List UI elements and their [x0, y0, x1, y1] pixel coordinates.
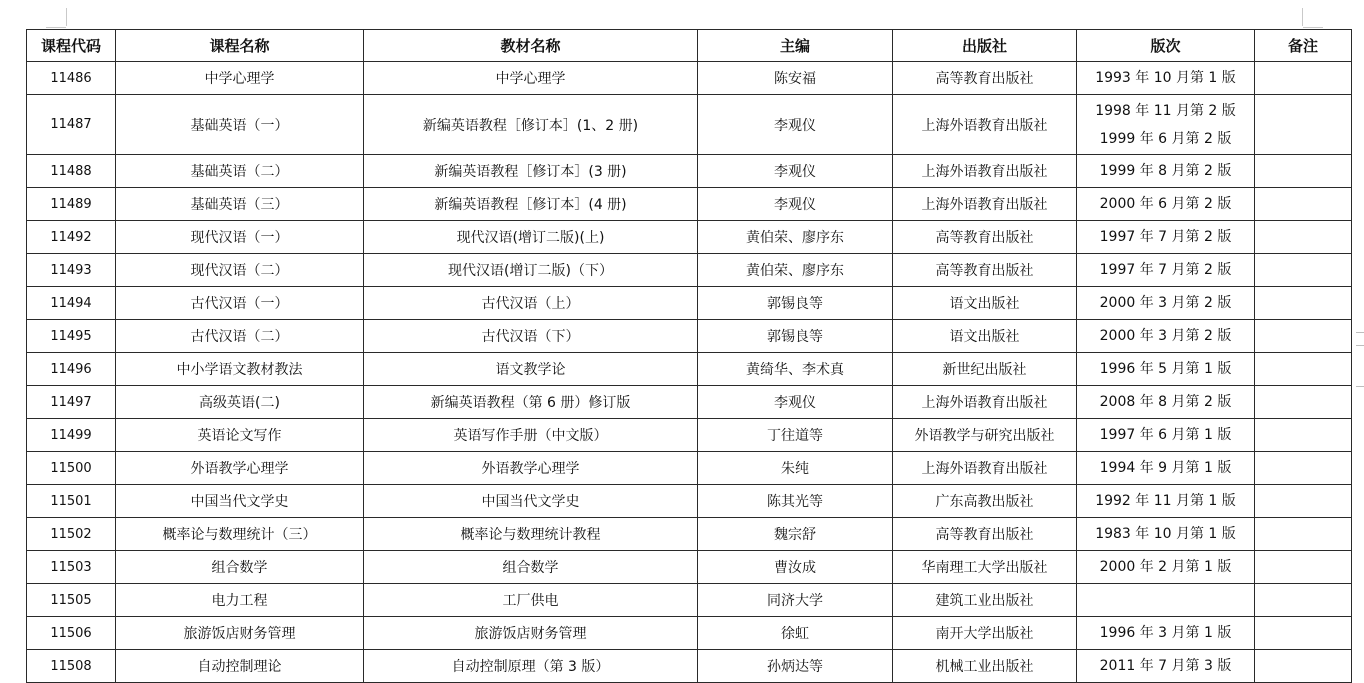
course-name-cell: 外语教学心理学	[116, 452, 364, 485]
header-editor: 主编	[698, 30, 893, 62]
course-name-cell: 古代汉语（一）	[116, 287, 364, 320]
edition-line: 1996 年 3 月第 1 版	[1099, 625, 1232, 641]
editor-cell: 徐虹	[698, 617, 893, 650]
note-cell	[1255, 62, 1352, 95]
edition-cell	[1077, 584, 1255, 617]
editor-cell: 李观仪	[698, 95, 893, 155]
edition-line: 1998 年 11 月第 2 版	[1095, 102, 1236, 119]
edition-line: 1983 年 10 月第 1 版	[1095, 526, 1236, 542]
course-code-cell: 11506	[27, 617, 116, 650]
textbook-name-cell: 自动控制原理（第 3 版）	[364, 650, 698, 683]
edition-cell	[1077, 155, 1255, 188]
edition-cell	[1077, 320, 1255, 353]
header-publisher: 出版社	[893, 30, 1077, 62]
course-code-cell: 11497	[27, 386, 116, 419]
table-row	[27, 551, 1352, 584]
course-name-cell: 自动控制理论	[116, 650, 364, 683]
table-header-row	[27, 30, 1352, 62]
publisher-cell: 语文出版社	[893, 320, 1077, 353]
table-row	[27, 320, 1352, 353]
textbook-name-cell: 新编英语教程［修订本］(3 册)	[364, 155, 698, 188]
editor-cell: 李观仪	[698, 386, 893, 419]
course-name-cell: 旅游饭店财务管理	[116, 617, 364, 650]
edition-cell	[1077, 287, 1255, 320]
textbook-name-cell: 英语写作手册（中文版）	[364, 419, 698, 452]
crop-mark-right-vertical	[1302, 8, 1303, 26]
publisher-cell: 上海外语教育出版社	[893, 386, 1077, 419]
note-cell	[1255, 551, 1352, 584]
textbook-name-cell: 旅游饭店财务管理	[364, 617, 698, 650]
textbook-name-cell: 新编英语教程（第 6 册）修订版	[364, 386, 698, 419]
note-cell	[1255, 584, 1352, 617]
course-name-cell: 现代汉语（二）	[116, 254, 364, 287]
publisher-cell: 语文出版社	[893, 287, 1077, 320]
course-name-cell: 基础英语（三）	[116, 188, 364, 221]
course-code-cell: 11486	[27, 62, 116, 95]
course-name-cell: 概率论与数理统计（三）	[116, 518, 364, 551]
course-name-cell: 古代汉语（二）	[116, 320, 364, 353]
margin-tick	[1356, 345, 1364, 346]
table-row	[27, 386, 1352, 419]
publisher-cell: 上海外语教育出版社	[893, 452, 1077, 485]
edition-cell	[1077, 452, 1255, 485]
header-textbook-name: 教材名称	[364, 30, 698, 62]
edition-cell	[1077, 62, 1255, 95]
header-edition: 版次	[1077, 30, 1255, 62]
textbook-name-cell: 组合数学	[364, 551, 698, 584]
note-cell	[1255, 518, 1352, 551]
editor-cell: 黄伯荣、廖序东	[698, 221, 893, 254]
editor-cell: 魏宗舒	[698, 518, 893, 551]
publisher-cell: 高等教育出版社	[893, 221, 1077, 254]
note-cell	[1255, 95, 1352, 155]
publisher-cell: 高等教育出版社	[893, 518, 1077, 551]
table-row	[27, 650, 1352, 683]
edition-cell	[1077, 254, 1255, 287]
course-code-cell: 11488	[27, 155, 116, 188]
note-cell	[1255, 386, 1352, 419]
edition-cell	[1077, 617, 1255, 650]
course-code-cell: 11501	[27, 485, 116, 518]
publisher-cell: 外语教学与研究出版社	[893, 419, 1077, 452]
course-name-cell: 中小学语文教材教法	[116, 353, 364, 386]
table-row	[27, 617, 1352, 650]
header-note: 备注	[1255, 30, 1352, 62]
course-code-cell: 11489	[27, 188, 116, 221]
note-cell	[1255, 617, 1352, 650]
note-cell	[1255, 188, 1352, 221]
textbook-name-cell: 现代汉语(增订二版)(上)	[364, 221, 698, 254]
note-cell	[1255, 419, 1352, 452]
note-cell	[1255, 287, 1352, 320]
publisher-cell: 机械工业出版社	[893, 650, 1077, 683]
table-row	[27, 221, 1352, 254]
table-row	[27, 62, 1352, 95]
editor-cell: 孙炳达等	[698, 650, 893, 683]
edition-cell	[1077, 485, 1255, 518]
course-name-cell: 英语论文写作	[116, 419, 364, 452]
editor-cell: 黄伯荣、廖序东	[698, 254, 893, 287]
table-row	[27, 518, 1352, 551]
course-code-cell: 11487	[27, 95, 116, 155]
course-name-cell: 电力工程	[116, 584, 364, 617]
editor-cell: 李观仪	[698, 155, 893, 188]
note-cell	[1255, 485, 1352, 518]
edition-cell	[1077, 95, 1255, 155]
course-code-cell: 11505	[27, 584, 116, 617]
textbook-name-cell: 古代汉语（上）	[364, 287, 698, 320]
edition-line: 1997 年 7 月第 2 版	[1099, 229, 1232, 245]
note-cell	[1255, 320, 1352, 353]
note-cell	[1255, 452, 1352, 485]
course-code-cell: 11492	[27, 221, 116, 254]
course-name-cell: 中国当代文学史	[116, 485, 364, 518]
table-row	[27, 95, 1352, 155]
crop-mark-left-horizontal	[46, 27, 66, 28]
edition-cell	[1077, 188, 1255, 221]
course-code-cell: 11508	[27, 650, 116, 683]
edition-cell	[1077, 221, 1255, 254]
edition-cell	[1077, 386, 1255, 419]
textbook-name-cell: 工厂供电	[364, 584, 698, 617]
table-row	[27, 353, 1352, 386]
edition-cell	[1077, 419, 1255, 452]
course-name-cell: 基础英语（二）	[116, 155, 364, 188]
note-cell	[1255, 254, 1352, 287]
textbook-name-cell: 语文教学论	[364, 353, 698, 386]
edition-cell	[1077, 518, 1255, 551]
publisher-cell: 新世纪出版社	[893, 353, 1077, 386]
editor-cell: 陈其光等	[698, 485, 893, 518]
publisher-cell: 上海外语教育出版社	[893, 95, 1077, 155]
editor-cell: 郭锡良等	[698, 287, 893, 320]
course-code-cell: 11499	[27, 419, 116, 452]
edition-line: 1994 年 9 月第 1 版	[1099, 460, 1232, 476]
textbook-name-cell: 概率论与数理统计教程	[364, 518, 698, 551]
textbook-name-cell: 新编英语教程［修订本］(1、2 册)	[364, 95, 698, 155]
editor-cell: 陈安福	[698, 62, 893, 95]
publisher-cell: 高等教育出版社	[893, 254, 1077, 287]
edition-line: 2000 年 3 月第 2 版	[1099, 295, 1232, 311]
edition-line: 1999 年 6 月第 2 版	[1099, 130, 1232, 147]
editor-cell: 李观仪	[698, 188, 893, 221]
note-cell	[1255, 650, 1352, 683]
table-row	[27, 254, 1352, 287]
editor-cell: 郭锡良等	[698, 320, 893, 353]
course-name-cell: 组合数学	[116, 551, 364, 584]
table-row	[27, 188, 1352, 221]
editor-cell: 丁往道等	[698, 419, 893, 452]
textbook-name-cell: 现代汉语(增订二版)（下）	[364, 254, 698, 287]
course-code-cell: 11496	[27, 353, 116, 386]
editor-cell: 同济大学	[698, 584, 893, 617]
edition-cell	[1077, 353, 1255, 386]
table-row	[27, 419, 1352, 452]
table-row	[27, 452, 1352, 485]
table-row	[27, 485, 1352, 518]
publisher-cell: 上海外语教育出版社	[893, 188, 1077, 221]
course-textbook-table	[26, 29, 1352, 683]
course-code-cell: 11503	[27, 551, 116, 584]
course-code-cell: 11494	[27, 287, 116, 320]
table-row	[27, 287, 1352, 320]
course-name-cell: 基础英语（一）	[116, 95, 364, 155]
course-code-cell: 11493	[27, 254, 116, 287]
table-row	[27, 155, 1352, 188]
edition-line: 1997 年 6 月第 1 版	[1099, 427, 1232, 443]
textbook-name-cell: 中国当代文学史	[364, 485, 698, 518]
course-name-cell: 高级英语(二)	[116, 386, 364, 419]
edition-line: 2000 年 3 月第 2 版	[1099, 328, 1232, 344]
publisher-cell: 上海外语教育出版社	[893, 155, 1077, 188]
table-row	[27, 584, 1352, 617]
note-cell	[1255, 353, 1352, 386]
edition-line: 1992 年 11 月第 1 版	[1095, 493, 1236, 509]
editor-cell: 曹汝成	[698, 551, 893, 584]
crop-mark-right-horizontal	[1303, 27, 1323, 28]
textbook-name-cell: 中学心理学	[364, 62, 698, 95]
edition-line: 1997 年 7 月第 2 版	[1099, 262, 1232, 278]
course-code-cell: 11502	[27, 518, 116, 551]
crop-mark-left-vertical	[66, 8, 67, 26]
note-cell	[1255, 221, 1352, 254]
note-cell	[1255, 155, 1352, 188]
edition-line: 1996 年 5 月第 1 版	[1099, 361, 1232, 377]
table-body	[27, 62, 1352, 683]
edition-line: 1993 年 10 月第 1 版	[1095, 70, 1236, 86]
course-name-cell: 中学心理学	[116, 62, 364, 95]
editor-cell: 黄绮华、李术真	[698, 353, 893, 386]
publisher-cell: 南开大学出版社	[893, 617, 1077, 650]
edition-line: 2000 年 2 月第 1 版	[1099, 559, 1232, 575]
edition-line: 2011 年 7 月第 3 版	[1099, 658, 1232, 674]
edition-line: 2000 年 6 月第 2 版	[1099, 196, 1232, 212]
edition-line: 2008 年 8 月第 2 版	[1099, 394, 1232, 410]
course-code-cell: 11495	[27, 320, 116, 353]
publisher-cell: 广东高教出版社	[893, 485, 1077, 518]
header-course-name: 课程名称	[116, 30, 364, 62]
publisher-cell: 华南理工大学出版社	[893, 551, 1077, 584]
publisher-cell: 建筑工业出版社	[893, 584, 1077, 617]
textbook-name-cell: 新编英语教程［修订本］(4 册)	[364, 188, 698, 221]
course-code-cell: 11500	[27, 452, 116, 485]
edition-cell	[1077, 650, 1255, 683]
publisher-cell: 高等教育出版社	[893, 62, 1077, 95]
course-name-cell: 现代汉语（一）	[116, 221, 364, 254]
editor-cell: 朱纯	[698, 452, 893, 485]
edition-line: 1999 年 8 月第 2 版	[1099, 163, 1232, 179]
textbook-name-cell: 古代汉语（下）	[364, 320, 698, 353]
textbook-name-cell: 外语教学心理学	[364, 452, 698, 485]
margin-tick	[1356, 386, 1364, 387]
header-course-code: 课程代码	[27, 30, 116, 62]
edition-cell	[1077, 551, 1255, 584]
margin-tick	[1356, 332, 1364, 333]
